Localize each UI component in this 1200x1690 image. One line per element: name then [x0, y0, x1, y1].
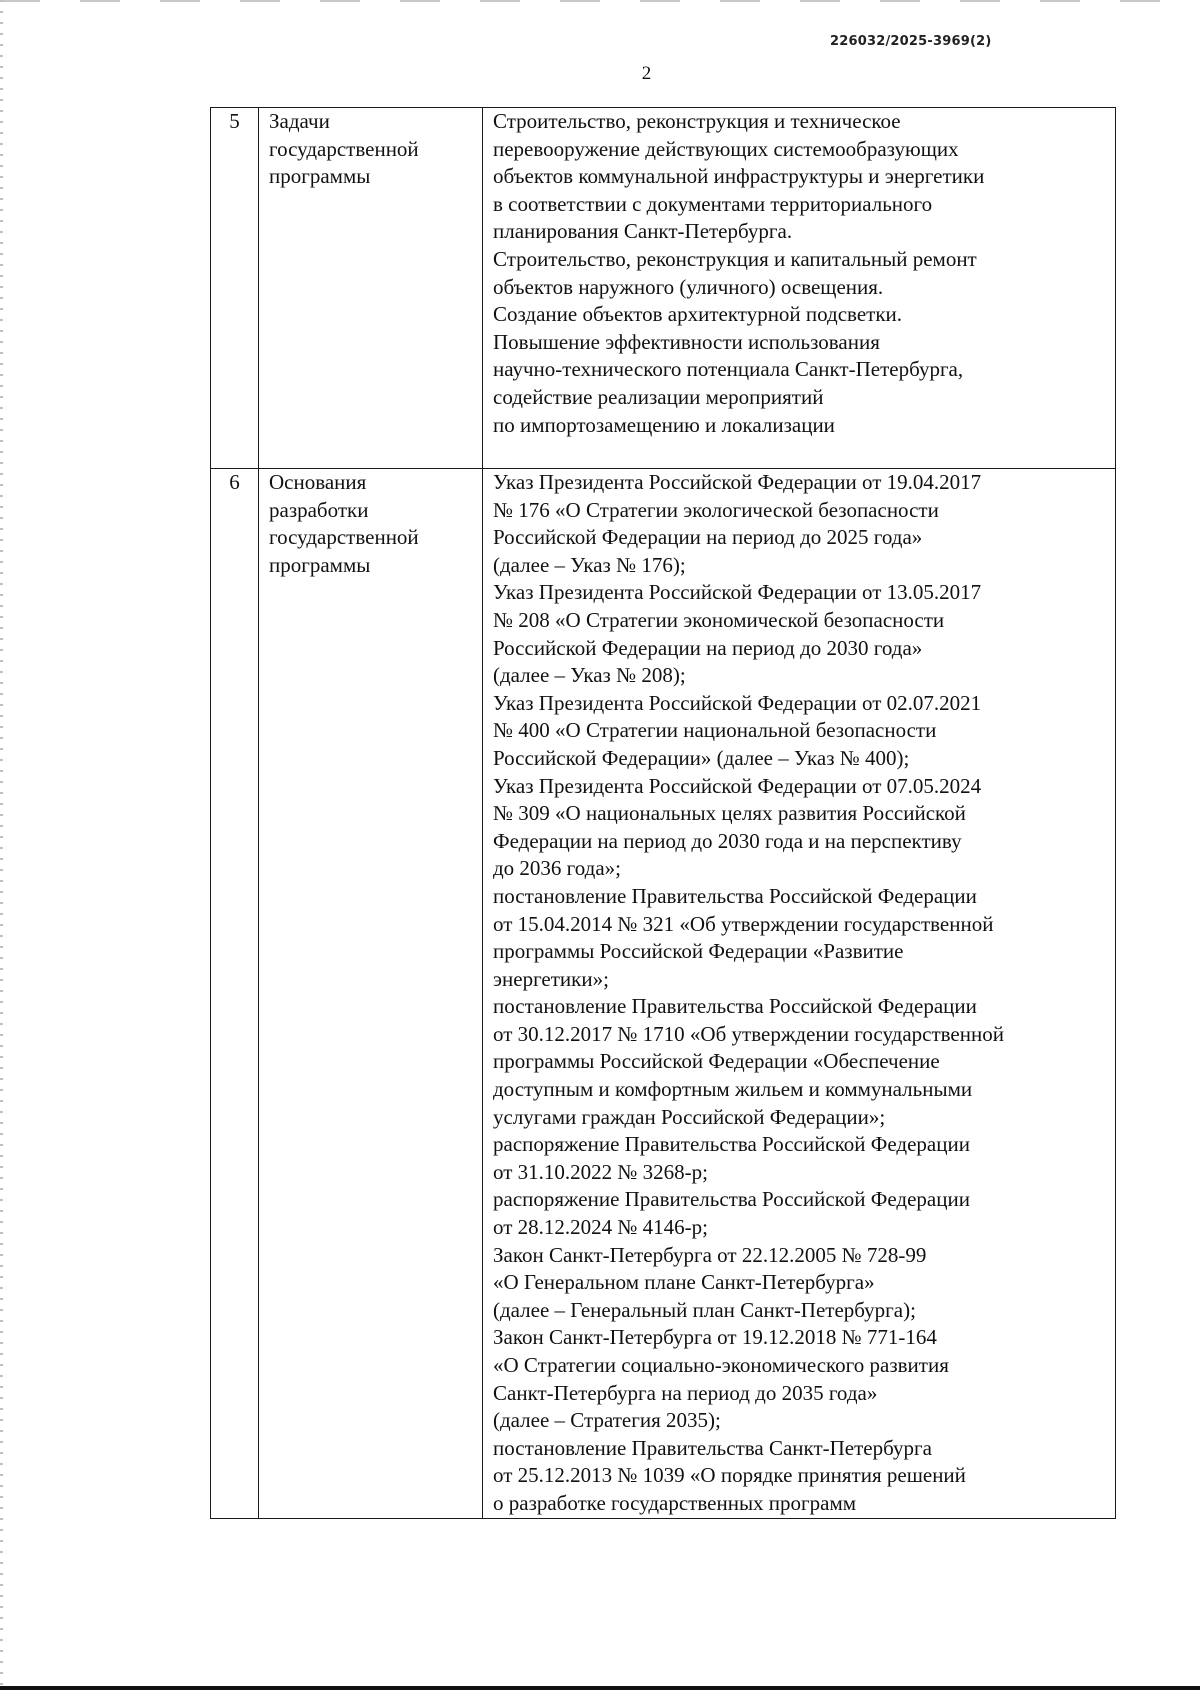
text-line: Санкт-Петербурга на период до 2035 года»	[493, 1380, 878, 1405]
text-line: услугами граждан Российской Федерации»;	[493, 1104, 886, 1129]
scan-edge-bottom	[0, 1686, 1200, 1690]
row-label	[259, 469, 483, 1519]
text-line: «О Стратегии социально-экономического развития	[493, 1353, 949, 1377]
text-line: Указ Президента Российской Федерации от 02.07.2021	[493, 690, 982, 715]
text-line: «О Генеральном плане Санкт-Петербурга»	[493, 1270, 875, 1295]
text-line: от 30.12.2017 № 1710 «Об утверждении государственной	[493, 1021, 1004, 1046]
text-line: о разработке государственных программ	[493, 1490, 857, 1515]
text-line: (далее – Указ № 176);	[493, 552, 686, 577]
text-line: Строительство, реконструкция и капитальный ремонт	[493, 246, 977, 271]
text-line: Повышение эффективности использования	[493, 329, 880, 354]
label-line: государственной	[269, 136, 419, 161]
text-line: по импортозамещению и локализации	[493, 412, 835, 437]
text-line: от 28.12.2024 № 4146-р;	[493, 1215, 709, 1240]
text-line: научно-технического потенциала Санкт-Петербурга,	[493, 357, 964, 382]
page-number: 2	[641, 63, 652, 84]
label-line: государственной	[269, 525, 419, 550]
text-line: Указ Президента Российской Федерации от 13.05.2017	[493, 580, 982, 605]
text-line: Российской Федерации на период до 2030 года»	[493, 635, 923, 660]
text-line: Закон Санкт-Петербурга от 19.12.2018 № 771-164	[493, 1325, 937, 1350]
text-line: распоряжение Правительства Российской Федерации	[493, 1132, 970, 1157]
text-line: Строительство, реконструкция и техническое	[493, 109, 901, 133]
text-line: № 176 «О Стратегии экологической безопасности	[493, 497, 939, 522]
text-line: Российской Федерации на период до 2025 года»	[493, 525, 923, 550]
text-line: № 309 «О национальных целях развития Российской	[493, 801, 966, 826]
scan-edge-left	[0, 0, 3, 1690]
text-line: № 400 «О Стратегии национальной безопасности	[493, 718, 937, 743]
text-line: Закон Санкт-Петербурга от 22.12.2005 № 728-99	[493, 1242, 927, 1267]
label-line: Задачи	[269, 109, 330, 133]
text-line: программы Российской Федерации «Развитие	[493, 939, 904, 964]
text-line: постановление Правительства Российской Федерации	[493, 994, 977, 1019]
scan-edge-top	[0, 0, 1200, 2]
label-line: программы	[269, 164, 371, 189]
text-line: планирования Санкт-Петербурга.	[493, 219, 793, 244]
text-line: № 208 «О Стратегии экономической безопасности	[493, 607, 945, 632]
text-line: (далее – Генеральный план Санкт-Петербурга);	[493, 1297, 916, 1322]
document-registration-number: 226032/2025-3969(2)	[830, 34, 992, 49]
text-line: постановление Правительства Санкт-Петербурга	[493, 1435, 932, 1460]
text-line: Российской Федерации» (далее – Указ № 400);	[493, 745, 910, 770]
program-passport-table	[210, 107, 1116, 1519]
label-line: разработки	[269, 497, 369, 522]
text-line: объектов коммунальной инфраструктуры и энергетики	[493, 164, 985, 189]
text-line: в соответствии с документами территориального	[493, 191, 933, 216]
row-content	[483, 469, 1116, 1519]
text-line: распоряжение Правительства Российской Федерации	[493, 1187, 970, 1212]
text-line: от 31.10.2022 № 3268-р;	[493, 1159, 709, 1184]
label-line: Основания	[269, 470, 367, 494]
text-line: до 2036 года»;	[493, 856, 622, 881]
text-line: Указ Президента Российской Федерации от 19.04.2017	[493, 470, 982, 494]
text-line: Указ Президента Российской Федерации от 07.05.2024	[493, 773, 982, 798]
text-line: объектов наружного (уличного) освещения.	[493, 274, 884, 299]
text-line: Федерации на период до 2030 года и на перспективу	[493, 828, 962, 853]
label-line: программы	[269, 552, 371, 577]
text-line: перевооружение действующих системообразующих	[493, 136, 959, 161]
row-label	[259, 108, 483, 469]
text-line: энергетики»;	[493, 966, 609, 991]
row-number: 6	[211, 469, 259, 1519]
text-line: содействие реализации мероприятий	[493, 384, 824, 409]
text-line: постановление Правительства Российской Федерации	[493, 883, 977, 908]
text-line: (далее – Указ № 208);	[493, 663, 686, 688]
row-number: 5	[211, 108, 259, 469]
text-line: (далее – Стратегия 2035);	[493, 1408, 721, 1433]
text-line: от 15.04.2014 № 321 «Об утверждении государственной	[493, 911, 994, 936]
text-line: от 25.12.2013 № 1039 «О порядке принятия решений	[493, 1463, 966, 1488]
text-line: программы Российской Федерации «Обеспечение	[493, 1049, 940, 1074]
text-line: доступным и комфортным жильем и коммунальными	[493, 1077, 973, 1102]
row-content	[483, 108, 1116, 469]
text-line: Создание объектов архитектурной подсветки.	[493, 302, 903, 327]
table-row	[211, 469, 1116, 1519]
table-row	[211, 108, 1116, 469]
